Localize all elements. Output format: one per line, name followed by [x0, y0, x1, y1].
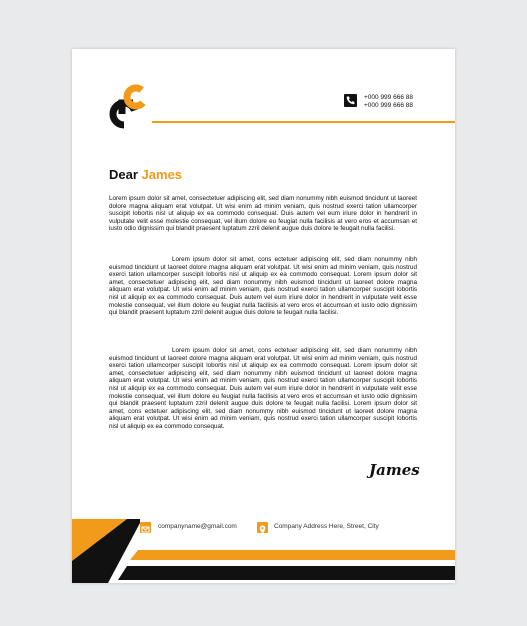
greeting-word: Dear — [109, 167, 138, 182]
body-paragraph-3 — [109, 347, 417, 431]
phone-numbers — [364, 94, 413, 110]
greeting — [109, 167, 182, 182]
body-paragraph-1 — [109, 195, 417, 233]
footer-decoration — [72, 519, 455, 583]
phone-icon — [344, 94, 357, 107]
paragraph-3-text: Lorem ipsum dolor sit amet, cons ectetuer adipiscing elit, sed diam nonummy nibh euismod tincidunt ut laoreet dolore magna aliquam erat volutpat. Ut wisi enim ad minim veniam, quis nostrud exerci tation ullamcorper suscipit lobortis nisl ut aliquip ex ea commodo consequat. Lorem ipsum dolor sit amet, consectetuer adipiscing elit, sed diam nonummy nibh euismod tincidunt ut laoreet dolore magna aliquam erat volutpat. Ut wisi enim ad minim veniam, quis nostrud exerci tation ullamcorper suscipit lobortis nisl ut aliquip ex ea commodo consequat. Duis autem vel eum iriure dolor in hendrerit in vulputate velit esse molestie consequat, vel illum dolore eu feugiat nulla facilisis at vero eros et accumsan et iusto odio dignissim qui blandit praesent luptatum zzril delenit augue duis dolore te feugait nulla facilisi. — [109, 347, 417, 408]
footer-email: companyname@gmail.com — [158, 523, 237, 530]
footer-black-band — [118, 566, 455, 580]
body-paragraph-2 — [109, 256, 417, 317]
letterhead-page — [72, 49, 455, 583]
footer-address: Company Address Here, Street, City — [274, 523, 379, 530]
recipient-name: James — [141, 167, 183, 182]
phone-number-2: +000 999 666 88 — [364, 102, 413, 109]
company-logo — [109, 83, 151, 129]
phone-number-1: +000 999 666 88 — [364, 94, 413, 101]
paragraph-1-text: Lorem ipsum dolor sit amet, consectetuer adipiscing elit, sed diam nonummy nibh euismod tincidunt ut laoreet dolore magna aliquam erat volutpat. Ut wisi enim ad minim veniam, quis nostrud exerci tation ullamcorper suscipit lobortis nisl ut aliquip ex ea commodo consequat. Duis autem vel eum iriure dolor in hendrerit in vulputate velit esse molestie consequat, vel illum dolore eu feugiat nulla facilisis at vero eros et accumsan et iusto odio dignissim qui blandit praesent luptatum zzril delenit augue duis dolore te feugait nulla facilisi. — [109, 195, 417, 233]
paragraph-2-text: Lorem ipsum dolor sit amet, cons ectetuer adipiscing elit, sed diam nonummy nibh euismod tincidunt ut laoreet dolore magna aliquam erat volutpat. Ut wisi enim ad minim veniam, quis nostrud exerci tation ullamcorper suscipit lobortis nisl ut aliquip ex ea commodo consequat. — [109, 256, 417, 279]
header-divider — [152, 121, 455, 123]
signature: James — [369, 461, 420, 479]
footer-orange-band — [130, 550, 455, 560]
paragraph-2-text-cont: Lorem ipsum dolor sit amet, consectetuer adipiscing elit, sed diam nonummy nibh euismod tincidunt ut laoreet dolore magna aliquam erat volutpat. Ut wisi enim ad minim veniam, quis nostrud exerci tation ullamcorper suscipit lobortis nisl ut aliquip ex ea commodo consequat. Duis autem vel eum iriure dolor in hendrerit in vulputate velit esse molestie consequat, vel illum dolore eu feugiat nulla facilisis at vero eros et accumsan et iusto odio dignissim qui blandit praesent luptatum zzril delenit augue duis dolore te feugait nulla facilisi. — [109, 271, 418, 317]
paragraph-3-text-cont: Lorem ipsum dolor sit amet, cons ectetuer adipiscing elit, sed diam nonummy nibh euismod tincidunt ut laoreet dolore magna aliquam erat volutpat. Ut wisi enim ad minim veniam, quis nostrud exerci tation ullamcorper suscipit lobortis nisl ut aliquip ex ea commodo consequat. — [109, 400, 418, 430]
